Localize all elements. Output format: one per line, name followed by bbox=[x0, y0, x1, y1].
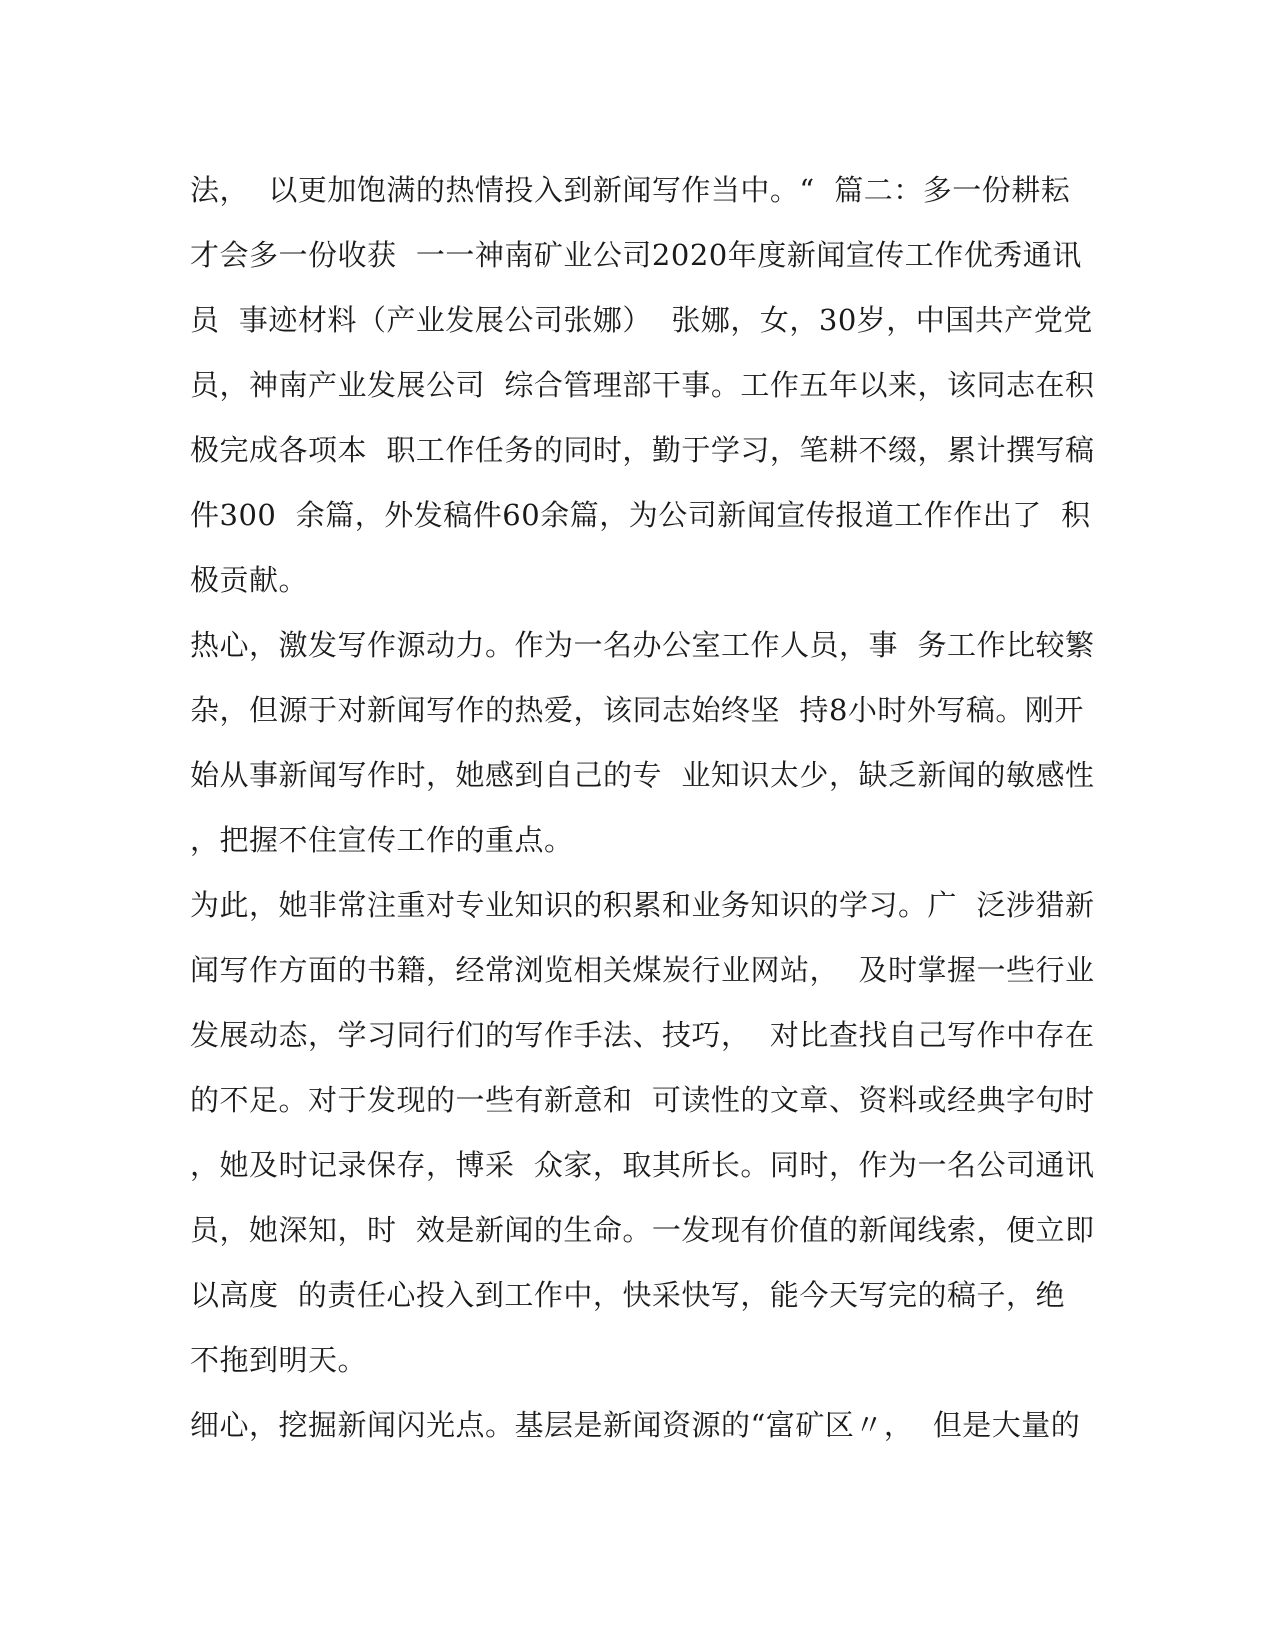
text-line: 才会多一份收获 一一神南矿业公司2020年度新闻宣传工作优秀通讯 bbox=[190, 238, 1082, 272]
text-line: ，把握不住宣传工作的重点。 bbox=[190, 823, 574, 857]
text-line: 极完成各项本 职工作任务的同时，勤于学习，笔耕不缀，累计撰写稿 bbox=[190, 433, 1095, 467]
text-line: 杂，但源于对新闻写作的热爱，该同志始终坚 持8小时外写稿。刚开 bbox=[190, 693, 1084, 727]
document-body bbox=[190, 158, 1095, 1458]
text-line: 的不足。对于发现的一些有新意和 可读性的文章、资料或经典字句时 bbox=[190, 1083, 1095, 1117]
text-line: 件300 余篇，外发稿件60余篇，为公司新闻宣传报道工作作出了 积 bbox=[190, 498, 1091, 532]
text-line: 法， 以更加饱满的热情投入到新闻写作当中。“ 篇二：多一份耕耘 bbox=[190, 173, 1071, 207]
text-line: 员，她深知，时 效是新闻的生命。一发现有价值的新闻线索，便立即 bbox=[190, 1213, 1095, 1247]
text-line: 热心，激发写作源动力。作为一名办公室工作人员，事 务工作比较繁 bbox=[190, 628, 1095, 662]
text-line: 极贡献。 bbox=[190, 563, 309, 597]
text-line: ，她及时记录保存，博采 众家，取其所长。同时，作为一名公司通讯 bbox=[190, 1148, 1095, 1182]
text-line: 员，神南产业发展公司 综合管理部干事。工作五年以来，该同志在积 bbox=[190, 368, 1095, 402]
text-line: 以高度 的责任心投入到工作中，快采快写，能今天写完的稿子，绝 bbox=[190, 1278, 1065, 1312]
text-line: 发展动态，学习同行们的写作手法、技巧， 对比查找自己写作中存在 bbox=[190, 1018, 1095, 1052]
text-line: 始从事新闻写作时，她感到自己的专 业知识太少，缺乏新闻的敏感性 bbox=[190, 758, 1095, 792]
text-line: 为此，她非常注重对专业知识的积累和业务知识的学习。广 泛涉猎新 bbox=[190, 888, 1095, 922]
text-line: 不拖到明天。 bbox=[190, 1343, 368, 1377]
text-line: 细心，挖掘新闻闪光点。基层是新闻资源的“富矿区〃， 但是大量的 bbox=[190, 1408, 1081, 1442]
text-line: 员 事迹材料（产业发展公司张娜） 张娜，女，30岁，中国共产党党 bbox=[190, 303, 1093, 337]
text-line: 闻写作方面的书籍，经常浏览相关煤炭行业网站， 及时掌握一些行业 bbox=[190, 953, 1095, 987]
